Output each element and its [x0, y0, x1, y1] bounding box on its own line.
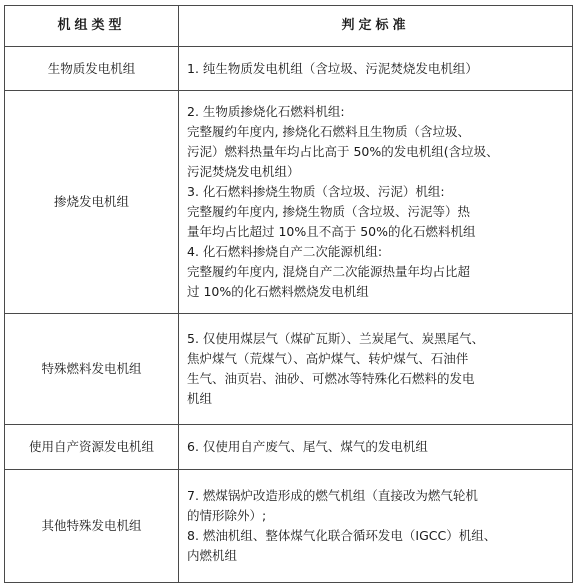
unit-type-cell: 掺烧发电机组 [5, 91, 179, 314]
table-row [5, 314, 573, 425]
header-unit-type: 机组类型 [5, 6, 179, 47]
criteria-line: 2. 生物质掺烧化石燃料机组: [187, 104, 345, 119]
criteria-line: 6. 仅使用自产废气、尾气、煤气的发电机组 [187, 439, 428, 454]
table-row [5, 425, 573, 470]
table-row [5, 91, 573, 314]
criteria-cell [179, 425, 573, 470]
criteria-line: 5. 仅使用煤层气（煤矿瓦斯）、兰炭尾气、炭黑尾气、 [187, 331, 485, 346]
table-row [5, 470, 573, 583]
criteria-cell [179, 47, 573, 91]
criteria-line: 完整履约年度内, 掺烧化石燃料且生物质（含垃圾、 [187, 124, 470, 139]
criteria-line: 完整履约年度内, 混烧自产二次能源热量年均占比超 [187, 264, 470, 279]
criteria-line: 完整履约年度内, 掺烧生物质（含垃圾、污泥等）热 [187, 204, 470, 219]
unit-type-cell: 特殊燃料发电机组 [5, 314, 179, 425]
criteria-cell [179, 314, 573, 425]
criteria-line: 量年均占比超过 10%且不高于 50%的化石燃料机组 [187, 224, 476, 239]
criteria-line: 焦炉煤气（荒煤气）、高炉煤气、转炉煤气、石油伴 [187, 351, 469, 366]
criteria-line: 污泥焚烧发电机组） [187, 164, 300, 179]
unit-type-cell: 使用自产资源发电机组 [5, 425, 179, 470]
unit-type-cell: 生物质发电机组 [5, 47, 179, 91]
criteria-line: 1. 纯生物质发电机组（含垃圾、污泥焚烧发电机组） [187, 60, 478, 76]
criteria-line: 4. 化石燃料掺烧自产二次能源机组: [187, 244, 383, 259]
criteria-line: 的情形除外）; [187, 508, 267, 523]
criteria-line: 过 10%的化石燃料燃烧发电机组 [187, 284, 369, 299]
criteria-line: 生气、油页岩、油砂、可燃冰等特殊化石燃料的发电 [187, 371, 475, 386]
header-criteria: 判定标准 [179, 6, 573, 47]
criteria-line: 机组 [187, 391, 213, 406]
criteria-line: 3. 化石燃料掺烧生物质（含垃圾、污泥）机组: [187, 184, 445, 199]
criteria-line: 8. 燃油机组、整体煤气化联合循环发电（IGCC）机组、 [187, 528, 497, 543]
criteria-line: 内燃机组 [187, 548, 238, 563]
unit-type-cell: 其他特殊发电机组 [5, 470, 179, 583]
unit-classification-table [4, 5, 573, 583]
criteria-line: 污泥）燃料热量年均占比高于 50%的发电机组(含垃圾、 [187, 144, 499, 159]
criteria-cell [179, 470, 573, 583]
table-header-row [5, 6, 573, 47]
criteria-line: 7. 燃煤锅炉改造形成的燃气机组（直接改为燃气轮机 [187, 488, 478, 503]
criteria-cell [179, 91, 573, 314]
table-row [5, 47, 573, 91]
